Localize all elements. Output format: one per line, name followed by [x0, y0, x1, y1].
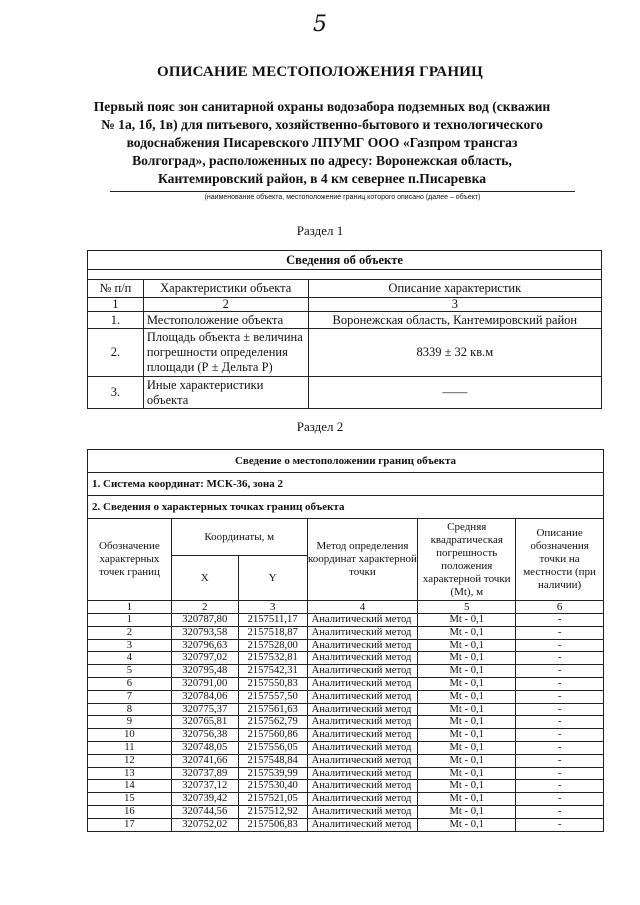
coord-y: 2157518,87 [238, 626, 307, 639]
object-name-caption: (наименование объекта, местоположение границ которого описано (далее – объект) [204, 194, 481, 201]
coord-y: 2157512,92 [238, 805, 307, 818]
boundary-table-title: Сведение о местоположении границ объекта [88, 450, 604, 473]
col-number: 5 [418, 601, 516, 614]
col-number: 6 [516, 601, 604, 614]
point-accuracy: Mt - 0,1 [418, 626, 516, 639]
point-accuracy: Mt - 0,1 [418, 690, 516, 703]
point-accuracy: Mt - 0,1 [418, 716, 516, 729]
coord-x: 320795,48 [171, 665, 238, 678]
point-description: - [516, 805, 604, 818]
table-row [88, 716, 604, 729]
coord-y: 2157557,50 [238, 690, 307, 703]
point-number: 11 [88, 741, 172, 754]
coord-x: 320739,42 [171, 793, 238, 806]
point-description: - [516, 665, 604, 678]
point-number: 3 [88, 639, 172, 652]
point-method: Аналитический метод [307, 754, 418, 767]
point-accuracy: Mt - 0,1 [418, 780, 516, 793]
point-accuracy: Mt - 0,1 [418, 677, 516, 690]
point-number: 9 [88, 716, 172, 729]
table-row [88, 377, 602, 409]
row-characteristic: Иные характеристики объекта [143, 377, 308, 409]
point-number: 5 [88, 665, 172, 678]
point-method: Аналитический метод [307, 665, 418, 678]
table-row [88, 818, 604, 831]
table-row [88, 793, 604, 806]
coord-x: 320737,12 [171, 780, 238, 793]
point-accuracy: Mt - 0,1 [418, 639, 516, 652]
point-description: - [516, 818, 604, 831]
point-method: Аналитический метод [307, 818, 418, 831]
table-row [88, 729, 604, 742]
point-method: Аналитический метод [307, 652, 418, 665]
table-row [88, 690, 604, 703]
point-accuracy: Mt - 0,1 [418, 665, 516, 678]
table-row [88, 626, 604, 639]
col-number: 2 [143, 298, 308, 312]
point-number: 12 [88, 754, 172, 767]
coord-x: 320775,37 [171, 703, 238, 716]
page-number: 5 [313, 12, 327, 37]
col-number: 2 [171, 601, 238, 614]
boundary-points-table [87, 449, 604, 832]
point-description: - [516, 741, 604, 754]
row-value: Воронежская область, Кантемировский район [308, 312, 601, 329]
row-num: 3. [88, 377, 144, 409]
section-2-heading: Раздел 2 [296, 419, 344, 434]
point-number: 7 [88, 690, 172, 703]
point-method: Аналитический метод [307, 690, 418, 703]
table-row [88, 312, 602, 329]
header-accuracy: Средняя квадратическая погрешность положения характерной точки (Мt), м [418, 519, 516, 601]
point-description: - [516, 703, 604, 716]
header-description: Описание характеристик [308, 280, 601, 298]
coord-y: 2157560,86 [238, 729, 307, 742]
point-number: 6 [88, 677, 172, 690]
coord-y: 2157548,84 [238, 754, 307, 767]
point-method: Аналитический метод [307, 729, 418, 742]
coord-x: 320741,66 [171, 754, 238, 767]
coord-x: 320793,58 [171, 626, 238, 639]
header-characteristic: Характеристики объекта [143, 280, 308, 298]
object-info-table-title: Сведения об объекте [88, 251, 602, 270]
point-method: Аналитический метод [307, 716, 418, 729]
point-description: - [516, 767, 604, 780]
header-designation: Обозначение характерных точек границ [88, 519, 172, 601]
coord-x: 320791,00 [171, 677, 238, 690]
coord-y: 2157530,40 [238, 780, 307, 793]
coord-y: 2157532,81 [238, 652, 307, 665]
coord-y: 2157539,99 [238, 767, 307, 780]
point-accuracy: Mt - 0,1 [418, 754, 516, 767]
point-number: 10 [88, 729, 172, 742]
table-row [88, 639, 604, 652]
point-accuracy: Mt - 0,1 [418, 767, 516, 780]
point-method: Аналитический метод [307, 805, 418, 818]
coord-x: 320784,06 [171, 690, 238, 703]
table-row [88, 767, 604, 780]
coord-y: 2157550,83 [238, 677, 307, 690]
row-value: 8339 ± 32 кв.м [308, 329, 601, 377]
coord-x: 320797,02 [171, 652, 238, 665]
point-accuracy: Mt - 0,1 [418, 703, 516, 716]
row-num: 2. [88, 329, 144, 377]
row-characteristic: Площадь объекта ± величина погрешности определения площади (Р ± Дельта Р) [143, 329, 308, 377]
points-section-title: 2. Сведения о характерных точках границ объекта [88, 496, 604, 519]
point-accuracy: Mt - 0,1 [418, 741, 516, 754]
point-description: - [516, 729, 604, 742]
header-point-description: Описание обозначения точки на местности (при наличии) [516, 519, 604, 601]
coord-x: 320752,02 [171, 818, 238, 831]
point-accuracy: Mt - 0,1 [418, 614, 516, 627]
coordinate-system: 1. Система координат: МСК-36, зона 2 [88, 473, 604, 496]
point-method: Аналитический метод [307, 626, 418, 639]
underline-rule [110, 191, 575, 192]
header-num: № п/п [88, 280, 144, 298]
coord-y: 2157542,31 [238, 665, 307, 678]
point-number: 4 [88, 652, 172, 665]
point-description: - [516, 754, 604, 767]
table-row [88, 780, 604, 793]
point-method: Аналитический метод [307, 741, 418, 754]
point-description: - [516, 780, 604, 793]
point-description: - [516, 626, 604, 639]
row-value: —— [308, 377, 601, 409]
table-spacer [88, 270, 602, 280]
point-accuracy: Mt - 0,1 [418, 793, 516, 806]
point-number: 14 [88, 780, 172, 793]
header-coordinates: Координаты, м [171, 519, 307, 556]
point-method: Аналитический метод [307, 767, 418, 780]
coord-x: 320737,89 [171, 767, 238, 780]
coord-x: 320744,56 [171, 805, 238, 818]
col-number: 3 [308, 298, 601, 312]
table-row [88, 652, 604, 665]
coord-x: 320787,80 [171, 614, 238, 627]
table-row [88, 614, 604, 627]
point-number: 13 [88, 767, 172, 780]
coord-y: 2157521,05 [238, 793, 307, 806]
col-number: 3 [238, 601, 307, 614]
coord-y: 2157562,79 [238, 716, 307, 729]
point-description: - [516, 614, 604, 627]
point-description: - [516, 639, 604, 652]
point-number: 17 [88, 818, 172, 831]
coord-y: 2157528,00 [238, 639, 307, 652]
col-number: 1 [88, 601, 172, 614]
point-method: Аналитический метод [307, 780, 418, 793]
point-method: Аналитический метод [307, 793, 418, 806]
point-number: 2 [88, 626, 172, 639]
table-row [88, 677, 604, 690]
table-row [88, 805, 604, 818]
col-number: 4 [307, 601, 418, 614]
coord-x: 320748,05 [171, 741, 238, 754]
table-row [88, 703, 604, 716]
document-title: ОПИСАНИЕ МЕСТОПОЛОЖЕНИЯ ГРАНИЦ [157, 64, 483, 80]
point-number: 15 [88, 793, 172, 806]
coord-x: 320756,38 [171, 729, 238, 742]
point-accuracy: Mt - 0,1 [418, 805, 516, 818]
point-description: - [516, 652, 604, 665]
table-row [88, 741, 604, 754]
table-row [88, 754, 604, 767]
point-accuracy: Mt - 0,1 [418, 729, 516, 742]
coord-x: 320796,63 [171, 639, 238, 652]
point-description: - [516, 716, 604, 729]
coord-y: 2157561,63 [238, 703, 307, 716]
point-number: 1 [88, 614, 172, 627]
table-row [88, 329, 602, 377]
point-accuracy: Mt - 0,1 [418, 652, 516, 665]
row-num: 1. [88, 312, 144, 329]
point-description: - [516, 677, 604, 690]
point-method: Аналитический метод [307, 639, 418, 652]
object-name: Первый пояс зон санитарной охраны водозабора подземных вод (скважин № 1а, 1б, 1в) для питьевого, хозяйственно-бытового и технологического водоснабжения Писаревского ЛПУМГ ООО «Газпром трансгаз Волгоград», расположенных по адресу: Воронежская область, Кантемировский район, в 4 км севернее п.Писаревка [93, 99, 551, 186]
point-description: - [516, 793, 604, 806]
section-1-heading: Раздел 1 [296, 223, 344, 238]
point-accuracy: Mt - 0,1 [418, 818, 516, 831]
coord-y: 2157556,05 [238, 741, 307, 754]
coord-x: 320765,81 [171, 716, 238, 729]
point-method: Аналитический метод [307, 614, 418, 627]
table-row [88, 665, 604, 678]
header-method: Метод определения координат характерной точки [307, 519, 418, 601]
object-info-table [87, 250, 602, 409]
point-method: Аналитический метод [307, 703, 418, 716]
point-description: - [516, 690, 604, 703]
header-y: Y [238, 556, 307, 601]
point-number: 16 [88, 805, 172, 818]
row-characteristic: Местоположение объекта [143, 312, 308, 329]
coord-y: 2157506,83 [238, 818, 307, 831]
coord-y: 2157511,17 [238, 614, 307, 627]
header-x: X [171, 556, 238, 601]
col-number: 1 [88, 298, 144, 312]
point-method: Аналитический метод [307, 677, 418, 690]
point-number: 8 [88, 703, 172, 716]
